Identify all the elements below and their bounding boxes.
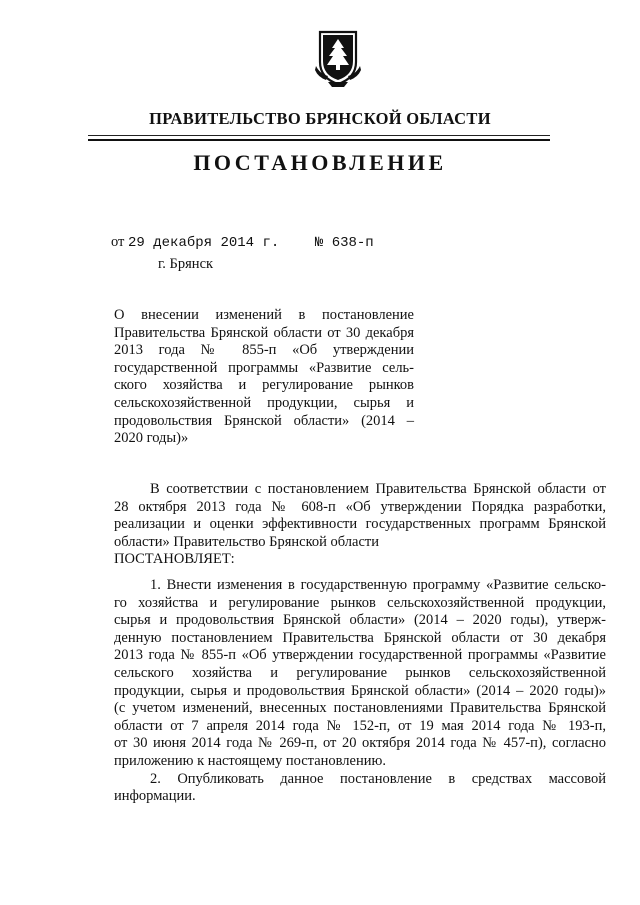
header-divider-thick: [88, 139, 550, 141]
item-1-paragraph: [114, 577, 606, 771]
coat-of-arms-icon: [314, 24, 362, 88]
subject-line: государственной программы «Развитие сель-: [114, 359, 414, 376]
preamble-line: В соответствии с постановлением Правительства Брянской области от: [150, 481, 606, 497]
item-1-line: денную постановлением Правительства Брянской области от 30 декабря: [114, 629, 606, 646]
item-1-line: сырья и продовольствия Брянской области» (2014 – 2020 годы), утверж-: [114, 612, 606, 629]
item-1-line: го хозяйства и регулирование рынков сельскохозяйственной продукции,: [114, 594, 606, 611]
subject-line: сельскохозяйственной продукции, сырья и: [114, 394, 414, 411]
item-1-line: сельского хозяйства и регулирование рынков сельскохозяйственной: [114, 664, 606, 681]
preamble-line: области» Правительство Брянской области: [114, 533, 379, 550]
subject-line: продовольствия Брянской области» (2014 –: [114, 412, 414, 429]
subject-line: ского хозяйства и регулирование рынков: [114, 377, 414, 394]
organization-name: ПРАВИТЕЛЬСТВО БРЯНСКОЙ ОБЛАСТИ: [149, 109, 491, 128]
item-1-line: 2013 года № 855-п «Об утверждении государственной программы «Развитие: [114, 647, 606, 664]
preamble-line: реализации и оценки эффективности государственных программ Брянской: [114, 516, 606, 533]
document-number: № 638-п: [314, 235, 374, 251]
preamble-line: 28 октября 2013 года № 608-п «Об утверждении Порядка разработки,: [114, 498, 606, 515]
item-1-line: области от 7 апреля 2014 года № 152-п, от 19 мая 2014 года № 193-п,: [114, 717, 606, 734]
subject-line: О внесении изменений в постановление: [114, 307, 414, 323]
subject-line: Правительства Брянской области от 30 декабря: [114, 324, 414, 341]
item-1-line: от 30 июня 2014 года № 269-п, от 20 октября 2014 года № 457-п), согласно: [114, 735, 606, 752]
item-2-line: 2. Опубликовать данное постановление в средствах массовой: [150, 770, 606, 787]
item-1-line: (с учетом изменений, внесенных постановлениями Правительства Брянской: [114, 700, 606, 717]
subject-block: [114, 307, 414, 448]
city-label: г. Брянск: [158, 256, 214, 272]
preamble-paragraph: [114, 481, 606, 551]
item-2-line: информации.: [114, 788, 196, 805]
item-2-paragraph: [114, 771, 606, 806]
item-1-line: 1. Внести изменения в государственную программу «Развитие сельско-: [150, 576, 606, 593]
header-divider-thin: [88, 135, 550, 136]
decree-word: ПОСТАНОВЛЯЕТ:: [114, 551, 235, 568]
subject-line: 2020 годы)»: [114, 430, 189, 447]
document-type-title: ПОСТАНОВЛЕНИЕ: [193, 150, 447, 175]
decree-body: [114, 481, 606, 806]
date-number-line: [111, 234, 374, 251]
item-1-line: продукции, сырья и продовольствия Брянской области» (2014 – 2020 годы)»: [114, 682, 606, 699]
subject-line: 2013 года № 855-п «Об утверждении: [114, 342, 414, 359]
document-date: 29 декабря 2014 г.: [128, 235, 280, 251]
from-label: от: [111, 234, 125, 250]
item-1-line: приложению к настоящему постановлению.: [114, 752, 386, 769]
